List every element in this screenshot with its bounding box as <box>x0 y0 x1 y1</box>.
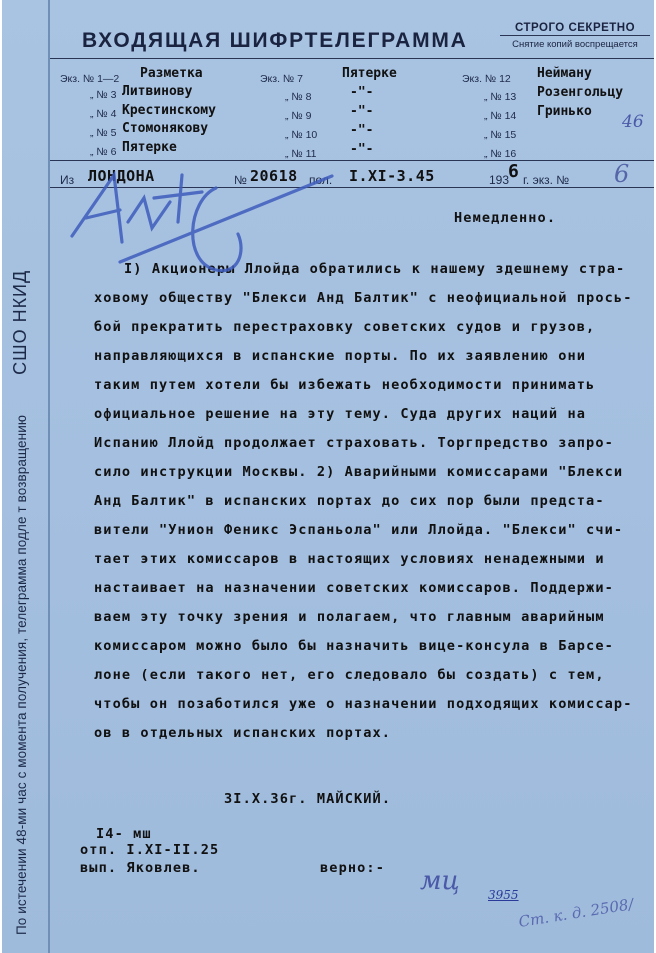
copy-label: „ № 11 <box>285 148 317 160</box>
recipient-name: Литвинову <box>122 84 193 99</box>
copy-label: „ № 3 <box>90 89 117 101</box>
return-notice-text: По истечении 48-ми час с момента получения, телеграмма подле т возвращению <box>14 414 29 935</box>
body-line: сило инструкции Москвы. 2) Аварийными комиссарами "Блекси <box>94 464 624 480</box>
body-line: официальное решение на эту тему. Суда других наций на <box>94 406 587 422</box>
copy-label: Экз. № 7 <box>260 73 303 85</box>
archive-reference-handwritten: Ст. к. д. 2508/ <box>517 895 635 931</box>
body-line: направляющихся в испанские порты. По их заявлению они <box>94 348 587 364</box>
ditto-mark: -"- <box>350 142 374 157</box>
year-prefix: 193 <box>489 173 510 187</box>
body-line: вители "Унион Феникс Эспаньола" или Ллойда. "Блекси" счи- <box>94 522 624 538</box>
year-suffix: г. экз. № <box>523 173 570 187</box>
operator-mark: I4- мш <box>96 826 152 842</box>
initials-handwritten: мц <box>420 866 460 896</box>
scribble-stroke <box>72 175 122 242</box>
copy-label: „ № 6 <box>90 146 117 158</box>
body-line: настаивает на назначении советских комиссаров. Поддержи- <box>94 580 614 596</box>
body-line: комиссаром можно было бы назначить вице-консула в Барсе- <box>94 638 614 654</box>
body-line: Анд Балтик" в испанских портах до сих пор были предста- <box>94 493 605 509</box>
year-digit: 6 <box>508 161 519 182</box>
copy-label: „ № 14 <box>484 110 517 122</box>
copy-label: „ № 10 <box>285 129 318 141</box>
ditto-mark: -"- <box>350 85 374 100</box>
sender-signature: 3I.X.36г. МАЙСКИЙ. <box>224 791 392 807</box>
register-number-handwritten: 3955 <box>488 888 519 902</box>
copy-label: „ № 13 <box>484 91 517 103</box>
received-label: пол. <box>309 173 333 187</box>
recipient-name: Пятерке <box>342 66 397 81</box>
body-line: тает этих комиссаров в настоящих условиях ненадежными и <box>94 551 605 567</box>
copy-label: „ № 9 <box>285 110 312 122</box>
scribble-stroke <box>120 176 332 262</box>
copy-label: „ № 5 <box>90 127 117 139</box>
body-line: ов в отдельных испанских портах. <box>94 725 392 741</box>
issued-by: вып. Яковлев. <box>80 860 201 876</box>
recipient-name: Стомонякову <box>122 121 209 136</box>
body-line: чтобы он позаботился уже о назначении подходящих комиссар- <box>94 696 633 712</box>
body-line: ховому обществу "Блекси Анд Балтик" с неофициальной прось- <box>94 290 633 306</box>
body-line: Испанию Ллойд продолжает страховать. Торгпредство запро- <box>94 435 614 451</box>
scribble-stroke <box>128 198 170 228</box>
document-title: ВХОДЯЩАЯ ШИФРТЕЛЕГРАММА <box>82 29 468 52</box>
body-line: I) Акционеры Ллойда обратились к нашему здешнему стра- <box>124 261 626 277</box>
origin-label: Из <box>60 173 75 187</box>
pencil-resolution-scribble <box>2 0 654 953</box>
department-label: СШО НКИД <box>10 269 30 375</box>
copy-label: „ № 8 <box>285 91 312 103</box>
copy-label: Экз. № 12 <box>462 73 511 85</box>
telegram-sheet <box>2 0 654 953</box>
ditto-mark: -"- <box>350 123 374 138</box>
copy-label: „ № 16 <box>484 148 517 160</box>
copy-label: „ № 15 <box>484 129 517 141</box>
telegram-number: 20618 <box>250 167 298 185</box>
dispatch-time: отп. I.XI-II.25 <box>80 842 220 858</box>
recipient-name: Гринько <box>537 104 592 119</box>
copy-restriction: Снятие копий воспрещается <box>512 39 638 50</box>
ditto-mark: -"- <box>350 104 374 119</box>
received-time: I.XI-3.45 <box>349 167 435 185</box>
margin-number-handwritten: 46 <box>622 112 644 132</box>
body-line: ваем эту точку зрения и полагаем, что главным аварийным <box>94 609 605 625</box>
recipient-name: Крестинскому <box>122 103 216 118</box>
recipient-name: Разметка <box>140 66 203 81</box>
recipient-name: Розенгольцу <box>537 85 624 100</box>
urgency-note: Немедленно. <box>454 210 557 226</box>
copy-label: „ № 4 <box>90 108 117 120</box>
body-line: таким путем хотели бы избежать необходимости принимать <box>94 377 596 393</box>
recipient-name: Нейману <box>537 66 592 81</box>
copy-number-handwritten: 6 <box>614 160 630 188</box>
copy-label: Экз. № 1—2 <box>60 73 120 85</box>
origin-city: ЛОНДОНА <box>88 167 155 185</box>
body-line: бой прекратить перестраховку советских судов и грузов, <box>94 319 596 335</box>
body-line: лоне (если такого нет, его следовало бы создать) с тем, <box>94 667 605 683</box>
number-label: № <box>234 173 247 187</box>
verification-label: верно:- <box>320 860 385 876</box>
classification-label: СТРОГО СЕКРЕТНО <box>500 22 650 36</box>
recipient-name: Пятерке <box>122 140 177 155</box>
